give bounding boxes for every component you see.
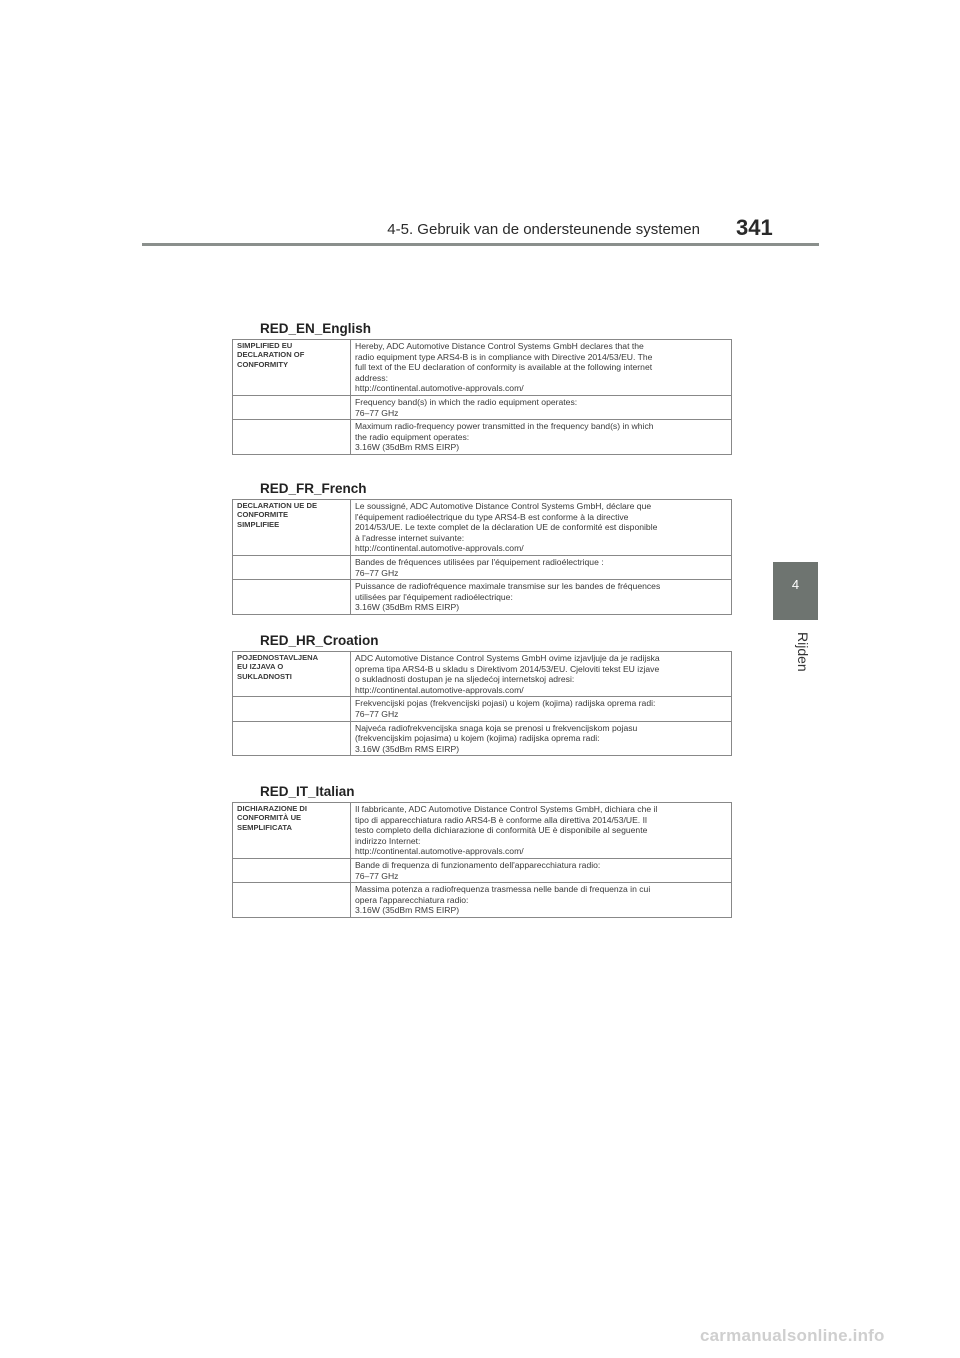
page-number: 341 (736, 215, 773, 240)
declaration-text-line: ADC Automotive Distance Control Systems GmbH ovime izjavljuje da je radijska (355, 653, 660, 663)
declaration-text-line: Massima potenza a radiofrequenza trasmessa nelle bande di frequenza in cui (355, 884, 651, 895)
declaration-label-cell (233, 340, 351, 396)
table-row (233, 697, 732, 721)
declaration-text-line: Maximum radio-frequency power transmitted in the frequency band(s) in which (355, 421, 654, 432)
declaration-text-line: http://continental.automotive-approvals.com/ (355, 846, 524, 857)
declaration-text-cell (351, 883, 732, 918)
table-row (233, 858, 732, 882)
table-row (233, 580, 732, 615)
declaration-text-cell (351, 580, 732, 615)
declaration-label-line: SUKLADNOSTI (237, 671, 292, 681)
declaration-text-line: utilisées par l'équipement radioélectrique: (355, 591, 513, 602)
declaration-heading: RED_EN_English (260, 321, 372, 336)
declaration-label-cell (233, 500, 351, 556)
table-row (233, 395, 732, 419)
declaration-text-line: the radio equipment operates: (355, 431, 470, 442)
declaration-label-line: SIMPLIFIED EU (237, 341, 293, 350)
declaration-text-cell (351, 697, 732, 721)
declaration-heading: RED_IT_Italian (260, 784, 355, 799)
declaration-text-line: tipo di apparecchiatura radio ARS4-B è conforme alla direttiva 2014/53/UE. Il (355, 814, 647, 825)
declaration-text-cell (351, 500, 732, 556)
declaration-text-cell (351, 858, 732, 882)
declaration-label-line: DECLARATION OF (237, 350, 305, 360)
declaration-label-line: SEMPLIFICATA (237, 822, 292, 832)
declaration-text-cell (351, 721, 732, 756)
declaration-text-line: address: (355, 372, 388, 383)
declaration-text-line: 76–77 GHz (355, 870, 399, 881)
declaration-table (232, 339, 732, 455)
declaration-text-line: opera l'apparecchiatura radio: (355, 894, 469, 905)
declaration-section (232, 320, 732, 455)
table-row (233, 555, 732, 579)
declaration-label-line: POJEDNOSTAVLJENA (237, 653, 319, 662)
declaration-section (232, 783, 732, 918)
declaration-text-cell (351, 420, 732, 455)
declaration-text-line: l'équipement radioélectrique du type ARS4-B est conforme à la directive (355, 511, 629, 522)
table-row (233, 652, 732, 697)
declaration-text-line: à l'adresse internet suivante: (355, 532, 465, 543)
declaration-text-line: (frekvencijskim pojasima) u kojem (kojima) radijska oprema radi: (355, 733, 600, 744)
declaration-label-line: CONFORMITÀ UE (237, 813, 302, 823)
declaration-label-cell (233, 395, 351, 419)
declaration-text-line: oprema tipa ARS4-B u skladu s Direktivom 2014/53/EU. Cjeloviti tekst EU izjave (355, 663, 660, 674)
chapter-tab: 4 (773, 562, 818, 620)
declaration-text-line: 3.16W (35dBm RMS EIRP) (355, 905, 460, 916)
section-title: 4-5. Gebruik van de ondersteunende systemen (387, 221, 700, 238)
declaration-text-line: full text of the EU declaration of conformity is available at the following internet (355, 362, 653, 373)
declaration-text-line: 3.16W (35dBm RMS EIRP) (355, 602, 460, 613)
declaration-section (232, 632, 732, 756)
declaration-label-cell (233, 580, 351, 615)
declaration-text-line: indirizzo Internet: (355, 835, 421, 846)
declaration-label-cell (233, 555, 351, 579)
declaration-text-line: 76–77 GHz (355, 708, 399, 719)
declaration-text-line: o sukladnosti dostupan je na sljedećoj internetskoj adresi: (355, 674, 575, 685)
declaration-text-line: http://continental.automotive-approvals.com/ (355, 684, 524, 695)
declaration-text-cell (351, 555, 732, 579)
declaration-text-line: 76–77 GHz (355, 407, 399, 418)
declaration-text-line: 2014/53/UE. Le texte complet de la déclaration UE de conformité est disponible (355, 522, 658, 533)
declaration-text-line: Hereby, ADC Automotive Distance Control Systems GmbH declares that the (355, 341, 644, 351)
declaration-text-line: Najveća radiofrekvencijska snaga koja se prenosi u frekvencijskom pojasu (355, 722, 638, 733)
declaration-table (232, 499, 732, 615)
declaration-text-cell (351, 340, 732, 396)
declaration-text-line: Frekvencijski pojas (frekvencijski pojasi) u kojem (kojima) radijska oprema radi: (355, 698, 656, 709)
declaration-text-line: radio equipment type ARS4-B is in compliance with Directive 2014/53/EU. The (355, 351, 653, 362)
declaration-heading: RED_HR_Croation (260, 633, 379, 648)
table-row (233, 420, 732, 455)
declaration-text-line: Il fabbricante, ADC Automotive Distance Control Systems GmbH, dichiara che il (355, 804, 658, 814)
watermark-text: carmanualsonline.info (700, 1326, 885, 1345)
header-divider (142, 243, 819, 246)
declaration-table (232, 651, 732, 756)
table-row (233, 721, 732, 756)
table-row (233, 340, 732, 396)
declaration-label-line: DECLARATION UE DE (237, 501, 318, 510)
declaration-table (232, 802, 732, 918)
declaration-text-cell (351, 652, 732, 697)
declaration-text-cell (351, 395, 732, 419)
declaration-label-line: CONFORMITY (237, 359, 289, 369)
declaration-label-cell (233, 721, 351, 756)
declaration-section (232, 480, 732, 615)
declaration-label-line: CONFORMITE (237, 510, 289, 520)
declaration-label-cell (233, 697, 351, 721)
declaration-text-line: testo completo della dichiarazione di conformità UE è disponibile al seguente (355, 825, 648, 836)
declaration-text-line: Puissance de radiofréquence maximale transmise sur les bandes de fréquences (355, 581, 661, 592)
declaration-label-line: DICHIARAZIONE DI (237, 804, 308, 813)
declaration-text-line: Bande di frequenza di funzionamento dell'apparecchiatura radio: (355, 859, 601, 870)
table-row (233, 500, 732, 556)
declaration-label-cell (233, 420, 351, 455)
table-row (233, 883, 732, 918)
declaration-label-line: EU IZJAVA O (237, 662, 284, 672)
declaration-text-line: Bandes de fréquences utilisées par l'équipement radioélectrique : (355, 556, 604, 567)
declaration-text-line: Le soussigné, ADC Automotive Distance Control Systems GmbH, déclare que (355, 501, 652, 511)
declaration-text-line: 3.16W (35dBm RMS EIRP) (355, 743, 460, 754)
declaration-text-line: Frequency band(s) in which the radio equipment operates: (355, 396, 578, 407)
declaration-label-cell (233, 883, 351, 918)
declaration-label-line: SIMPLIFIEE (237, 519, 280, 529)
chapter-label: Rijden (795, 632, 811, 672)
declaration-label-cell (233, 652, 351, 697)
declaration-heading: RED_FR_French (260, 481, 367, 496)
declaration-text-line: 76–77 GHz (355, 567, 399, 578)
declaration-text-line: http://continental.automotive-approvals.com/ (355, 383, 524, 394)
declaration-text-line: http://continental.automotive-approvals.com/ (355, 543, 524, 554)
declaration-text-cell (351, 803, 732, 859)
declaration-text-line: 3.16W (35dBm RMS EIRP) (355, 442, 460, 453)
declaration-label-cell (233, 858, 351, 882)
declaration-label-cell (233, 803, 351, 859)
table-row (233, 803, 732, 859)
